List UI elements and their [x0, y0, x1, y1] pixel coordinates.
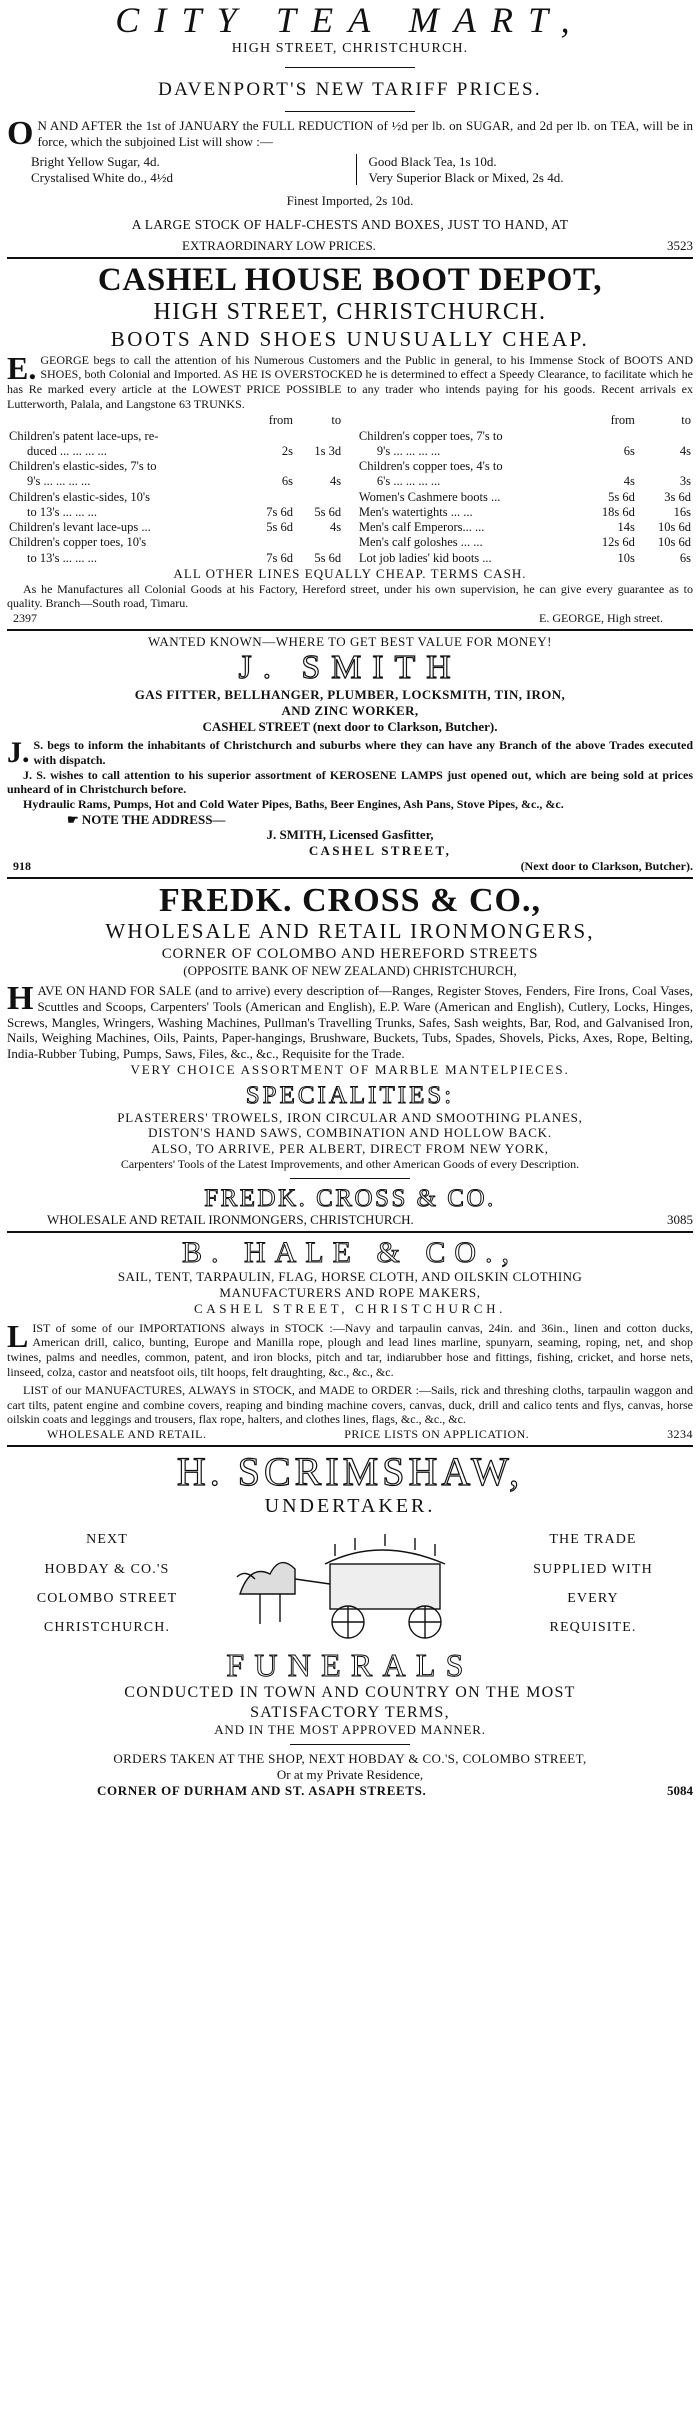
scrim-conducted-1: CONDUCTED IN TOWN AND COUNTRY ON THE MOST	[124, 1684, 576, 1702]
hale-footer-right: PRICE LISTS ON APPLICATION.	[344, 1427, 530, 1442]
divider	[290, 1744, 410, 1745]
section-rule	[7, 1231, 693, 1233]
cross-spec-1: PLASTERERS' TROWELS, IRON CIRCULAR AND SMOOTHING PLANES,	[117, 1109, 583, 1125]
scrim-title: H. SCRIMSHAW,	[176, 1448, 524, 1494]
tea-title: CITY TEA MART,	[115, 0, 585, 40]
boot-address: HIGH STREET, CHRISTCHURCH.	[153, 298, 547, 325]
price-row: to 13's ... ... ... 7s 6d 5s 6d	[27, 504, 342, 519]
smith-para-3: Hydraulic Rams, Pumps, Hot and Cold Water Pipes, Baths, Beer Engines, Ash Pans, Stove Pipes, &c., &c.	[23, 796, 564, 811]
price-row: to 13's ... ... ... 7s 6d 5s 6d	[27, 550, 342, 565]
scrim-left-3: COLOMBO STREET	[36, 1591, 178, 1607]
scrim-or: Or at my Private Residence,	[276, 1767, 424, 1783]
tea-address: HIGH STREET, CHRISTCHURCH.	[231, 40, 469, 56]
tea-ad-number: 3523	[667, 237, 693, 253]
cross-footer-title: FREDK. CROSS & CO.	[204, 1184, 496, 1212]
scrim-funerals: FUNERALS	[226, 1647, 474, 1684]
price-row: Children's levant lace-ups ... 5s 6d 4s	[9, 520, 342, 535]
col-to: to	[681, 413, 691, 428]
price-row: Lot job ladies' kid boots ... 10s 6s	[358, 550, 691, 565]
scrim-right-4: REQUISITE.	[549, 1620, 637, 1636]
smith-drop-cap: J.	[7, 736, 30, 770]
price-row: Children's patent lace-ups, re-	[9, 428, 159, 443]
boot-signature: E. GEORGE, High street.	[539, 610, 663, 625]
tea-right-2: Very Superior Black or Mixed, 2s 4d.	[368, 169, 564, 185]
cross-drop-cap: H	[7, 979, 34, 1017]
col-from: from	[268, 413, 294, 428]
cross-opposite: (OPPOSITE BANK OF NEW ZEALAND) CHRISTCHURCH,	[183, 963, 517, 979]
boot-tagline: BOOTS AND SHOES UNUSUALLY CHEAP.	[110, 327, 590, 352]
price-row: 9's ... ... ... ... 6s 4s	[376, 443, 691, 458]
scrim-right-2: SUPPLIED WITH	[533, 1561, 653, 1577]
cross-subtitle: WHOLESALE AND RETAIL IRONMONGERS,	[105, 919, 595, 944]
cross-spec-3: ALSO, TO ARRIVE, PER ALBERT, DIRECT FROM NEW YORK,	[151, 1141, 549, 1157]
scrim-conducted-2: SATISFACTORY TERMS,	[250, 1703, 450, 1721]
cross-specialities: SPECIALITIES:	[245, 1082, 455, 1110]
scrim-left-2: HOBDAY & CO.'S	[44, 1561, 170, 1577]
pointing-hand-icon: ☛	[67, 811, 82, 827]
tea-left-1: Bright Yellow Sugar, 4d.	[31, 153, 160, 169]
col-to: to	[331, 413, 342, 428]
boot-other-lines: ALL OTHER LINES EQUALLY CHEAP. TERMS CASH.	[173, 565, 527, 581]
cross-choice: VERY CHOICE ASSORTMENT OF MARBLE MANTELPIECES.	[130, 1062, 570, 1078]
scrim-subtitle: UNDERTAKER.	[264, 1494, 436, 1517]
price-row: Women's Cashmere boots ... 5s 6d 3s 6d	[358, 489, 691, 504]
price-row: Children's copper toes, 4's to	[358, 459, 503, 474]
tea-tariff: DAVENPORT'S NEW TARIFF PRICES.	[158, 78, 542, 100]
section-rule	[7, 629, 693, 631]
tea-mart-ad	[7, 2, 693, 254]
tea-stock: A LARGE STOCK OF HALF-CHESTS AND BOXES, JUST TO HAND, AT	[131, 217, 569, 233]
hale-footer-left: WHOLESALE AND RETAIL.	[47, 1427, 207, 1442]
smith-para-2: J. S. wishes to call attention to his superior assortment of KEROSENE LAMPS just opened out, which are being sold at prices unheard of in Christchurch before.	[7, 767, 693, 797]
smith-para-1: S. begs to inform the inhabitants of Christchurch and suburbs where they can have any Branch of the above Trades executed with dispatch.	[33, 738, 693, 768]
scrim-conducted-3: AND IN THE MOST APPROVED MANNER.	[214, 1722, 486, 1738]
newspaper-page	[7, 0, 693, 1799]
cross-ad-number: 3085	[667, 1212, 693, 1228]
scrim-left-4: CHRISTCHURCH.	[43, 1620, 171, 1636]
section-rule	[7, 257, 693, 259]
hale-line-1: SAIL, TENT, TARPAULIN, FLAG, HORSE CLOTH, AND OILSKIN CLOTHING	[117, 1269, 583, 1285]
price-row: Children's elastic-sides, 10's	[9, 489, 150, 504]
tea-intro: N AND AFTER the 1st of JANUARY the FULL REDUCTION of ½d per lb. on SUGAR, and 2d per lb. on TEA, will be in force, which the subjoined List will show :—	[37, 118, 693, 149]
cross-para: AVE ON HAND FOR SALE (and to arrive) every description of—Ranges, Register Stoves, Fenders, Fire Irons, Coal Vases, Scuttles and Scoops, Carpenters' Tools (American and English), E.P. Ware (American and English), Cutlery, Locks, Hinges, Screws, Mangles, Wringers, Washing Machines, Pullman's Travelling Trunks, Safes, Sash weights, Bar, Rod, and Galvanised Iron, Nails, Weighing Machines, Oils, Paints, Paper-hangings, Brushware, Buckets, Tubs, Spades, Shovels, Picks, Axes, Rope, Belting, India-Rubber Tubing, Pumps, Saws, Files, &c., &c., Requisite for the Trade.	[7, 982, 693, 1062]
price-row: duced ... ... ... ... 2s 1s 3d	[27, 443, 342, 458]
boot-manufacture: As he Manufactures all Colonial Goods at his Factory, Hereford street, under his own supervision, he can give every guarantee as to quality. Branch—South road, Timaru.	[7, 581, 693, 611]
scrim-left-1: NEXT	[86, 1532, 128, 1548]
smith-ad	[7, 634, 693, 874]
cross-ad	[7, 882, 693, 1228]
smith-addr-2: CASHEL STREET,	[308, 843, 452, 859]
divider	[285, 67, 415, 68]
smith-name: J. SMITH	[238, 649, 462, 687]
price-row: Children's elastic-sides, 7's to	[9, 459, 157, 474]
scrim-ad-number: 5084	[667, 1782, 693, 1798]
hale-ad-number: 3234	[667, 1427, 693, 1442]
boot-price-table-right	[357, 413, 693, 566]
col-from: from	[610, 413, 635, 428]
hale-title: B. HALE & CO.,	[182, 1236, 518, 1270]
boot-intro: GEORGE begs to call the attention of his Numerous Customers and the Public in general, to his Immense Stock of BOOTS AND SHOES, both Colonial and Imported. AS HE IS OVERSTOCKED he is determined to effect a Speedy Clearance, to facilitate which he has Re marked every article at the LOWEST PRICE POSSIBLE to any trader who intends paying for his goods. Recent arrivals ex Lutterworth, Palala, and Langstone 63 TRUNKS.	[7, 352, 693, 411]
cross-title: FREDK. CROSS & CO.,	[158, 881, 542, 919]
hale-para-2: LIST of our MANUFACTURES, ALWAYS in STOCK, and MADE to ORDER :—Sails, rick and threshing cloths, tarpaulin waggon and cart tilts, patent engine and combine covers, reaping and binding machine covers, canvas, duck, drill and calico tents and flys, canvas, horse oilskin coats and leggings and trousers, flax rope, halters, and clothes lines, flags, &c., &c., &c.	[7, 1383, 693, 1427]
hale-drop-cap: L	[7, 1317, 29, 1354]
cross-corner: CORNER OF COLOMBO AND HEREFORD STREETS	[161, 945, 539, 962]
scrim-left-column	[7, 1525, 207, 1643]
price-row: Children's copper toes, 10's	[9, 535, 147, 550]
cross-spec-2: DISTON'S HAND SAWS, COMBINATION AND HOLLOW BACK.	[148, 1125, 552, 1141]
smith-ad-number: 918	[13, 859, 31, 874]
smith-wanted: WANTED KNOWN—WHERE TO GET BEST VALUE FOR MONEY!	[148, 633, 552, 649]
smith-addr-1: J. SMITH, Licensed Gasfitter,	[266, 827, 434, 843]
tea-finest: Finest Imported, 2s 10d.	[286, 193, 414, 209]
tea-right-1: Good Black Tea, 1s 10d.	[368, 153, 497, 169]
scrim-corner: CORNER OF DURHAM AND ST. ASAPH STREETS.	[97, 1782, 427, 1798]
smith-trades: GAS FITTER, BELLHANGER, PLUMBER, LOCKSMITH, TIN, IRON,	[134, 686, 566, 702]
tea-drop-cap: O	[7, 115, 34, 153]
price-row: Men's calf Emperors... ... 14s 10s 6d	[358, 520, 691, 535]
section-rule	[7, 877, 693, 879]
cross-spec-4: Carpenters' Tools of the Latest Improvements, and other American Goods of every Description.	[120, 1157, 580, 1172]
boot-price-table-left	[7, 413, 343, 566]
boot-ad-number: 2397	[13, 610, 37, 625]
smith-note: NOTE THE ADDRESS—	[81, 811, 226, 827]
hale-ad	[7, 1236, 693, 1442]
hale-line-3: CASHEL STREET, CHRISTCHURCH.	[193, 1300, 507, 1316]
hearse-illustration	[220, 1524, 480, 1644]
divider	[285, 111, 415, 112]
price-row: Children's copper toes, 7's to	[358, 428, 503, 443]
scrim-right-column	[493, 1525, 693, 1643]
cross-footer-sub: WHOLESALE AND RETAIL IRONMONGERS, CHRISTCHURCH.	[47, 1212, 414, 1228]
smith-street: CASHEL STREET (next door to Clarkson, Butcher).	[202, 718, 498, 734]
price-row: Men's watertights ... ... 18s 6d 16s	[358, 504, 691, 519]
scrim-right-3: EVERY	[567, 1591, 619, 1607]
section-rule	[7, 1445, 693, 1447]
hale-para-1: IST of some of our IMPORTATIONS always in STOCK :—Navy and tarpaulin canvas, 24in. and 36in., linen and cotton ducks, American drill, calico, bunting, Europe and Manilla rope, plough and lead lines marline, spunyarn, seaming, roping, net, and shop twines, palms and needles, common, patent, and iron blocks, pitch and tar, indiarubber hose and fittings, fishing, cricket, and horse nets, linseed, colza, castor and neatsfoot oils, tilt hoops, felt draughting, &c., &c., &c.	[7, 1320, 693, 1379]
price-row: Men's calf goloshes ... ... 12s 6d 10s 6d	[358, 535, 691, 550]
scrimshaw-ad	[7, 1450, 693, 1799]
smith-addr-3: (Next door to Clarkson, Butcher).	[520, 859, 693, 874]
hale-line-2: MANUFACTURERS AND ROPE MAKERS,	[219, 1284, 481, 1300]
boot-title: CASHEL HOUSE BOOT DEPOT,	[97, 261, 603, 298]
scrim-orders: ORDERS TAKEN AT THE SHOP, NEXT HOBDAY & CO.'S, COLOMBO STREET,	[113, 1751, 587, 1767]
price-row: 9's ... ... ... ... 6s 4s	[27, 474, 342, 489]
boot-drop-cap: E.	[7, 349, 37, 386]
divider	[290, 1178, 410, 1179]
tea-left-2: Crystalised White do., 4½d	[31, 169, 174, 185]
price-row: 6's ... ... ... ... 4s 3s	[376, 474, 691, 489]
tea-low-prices: EXTRAORDINARY LOW PRICES.	[182, 237, 376, 253]
boot-depot-ad	[7, 262, 693, 626]
scrim-right-1: THE TRADE	[549, 1532, 637, 1548]
smith-trades-2: AND ZINC WORKER,	[281, 702, 419, 718]
